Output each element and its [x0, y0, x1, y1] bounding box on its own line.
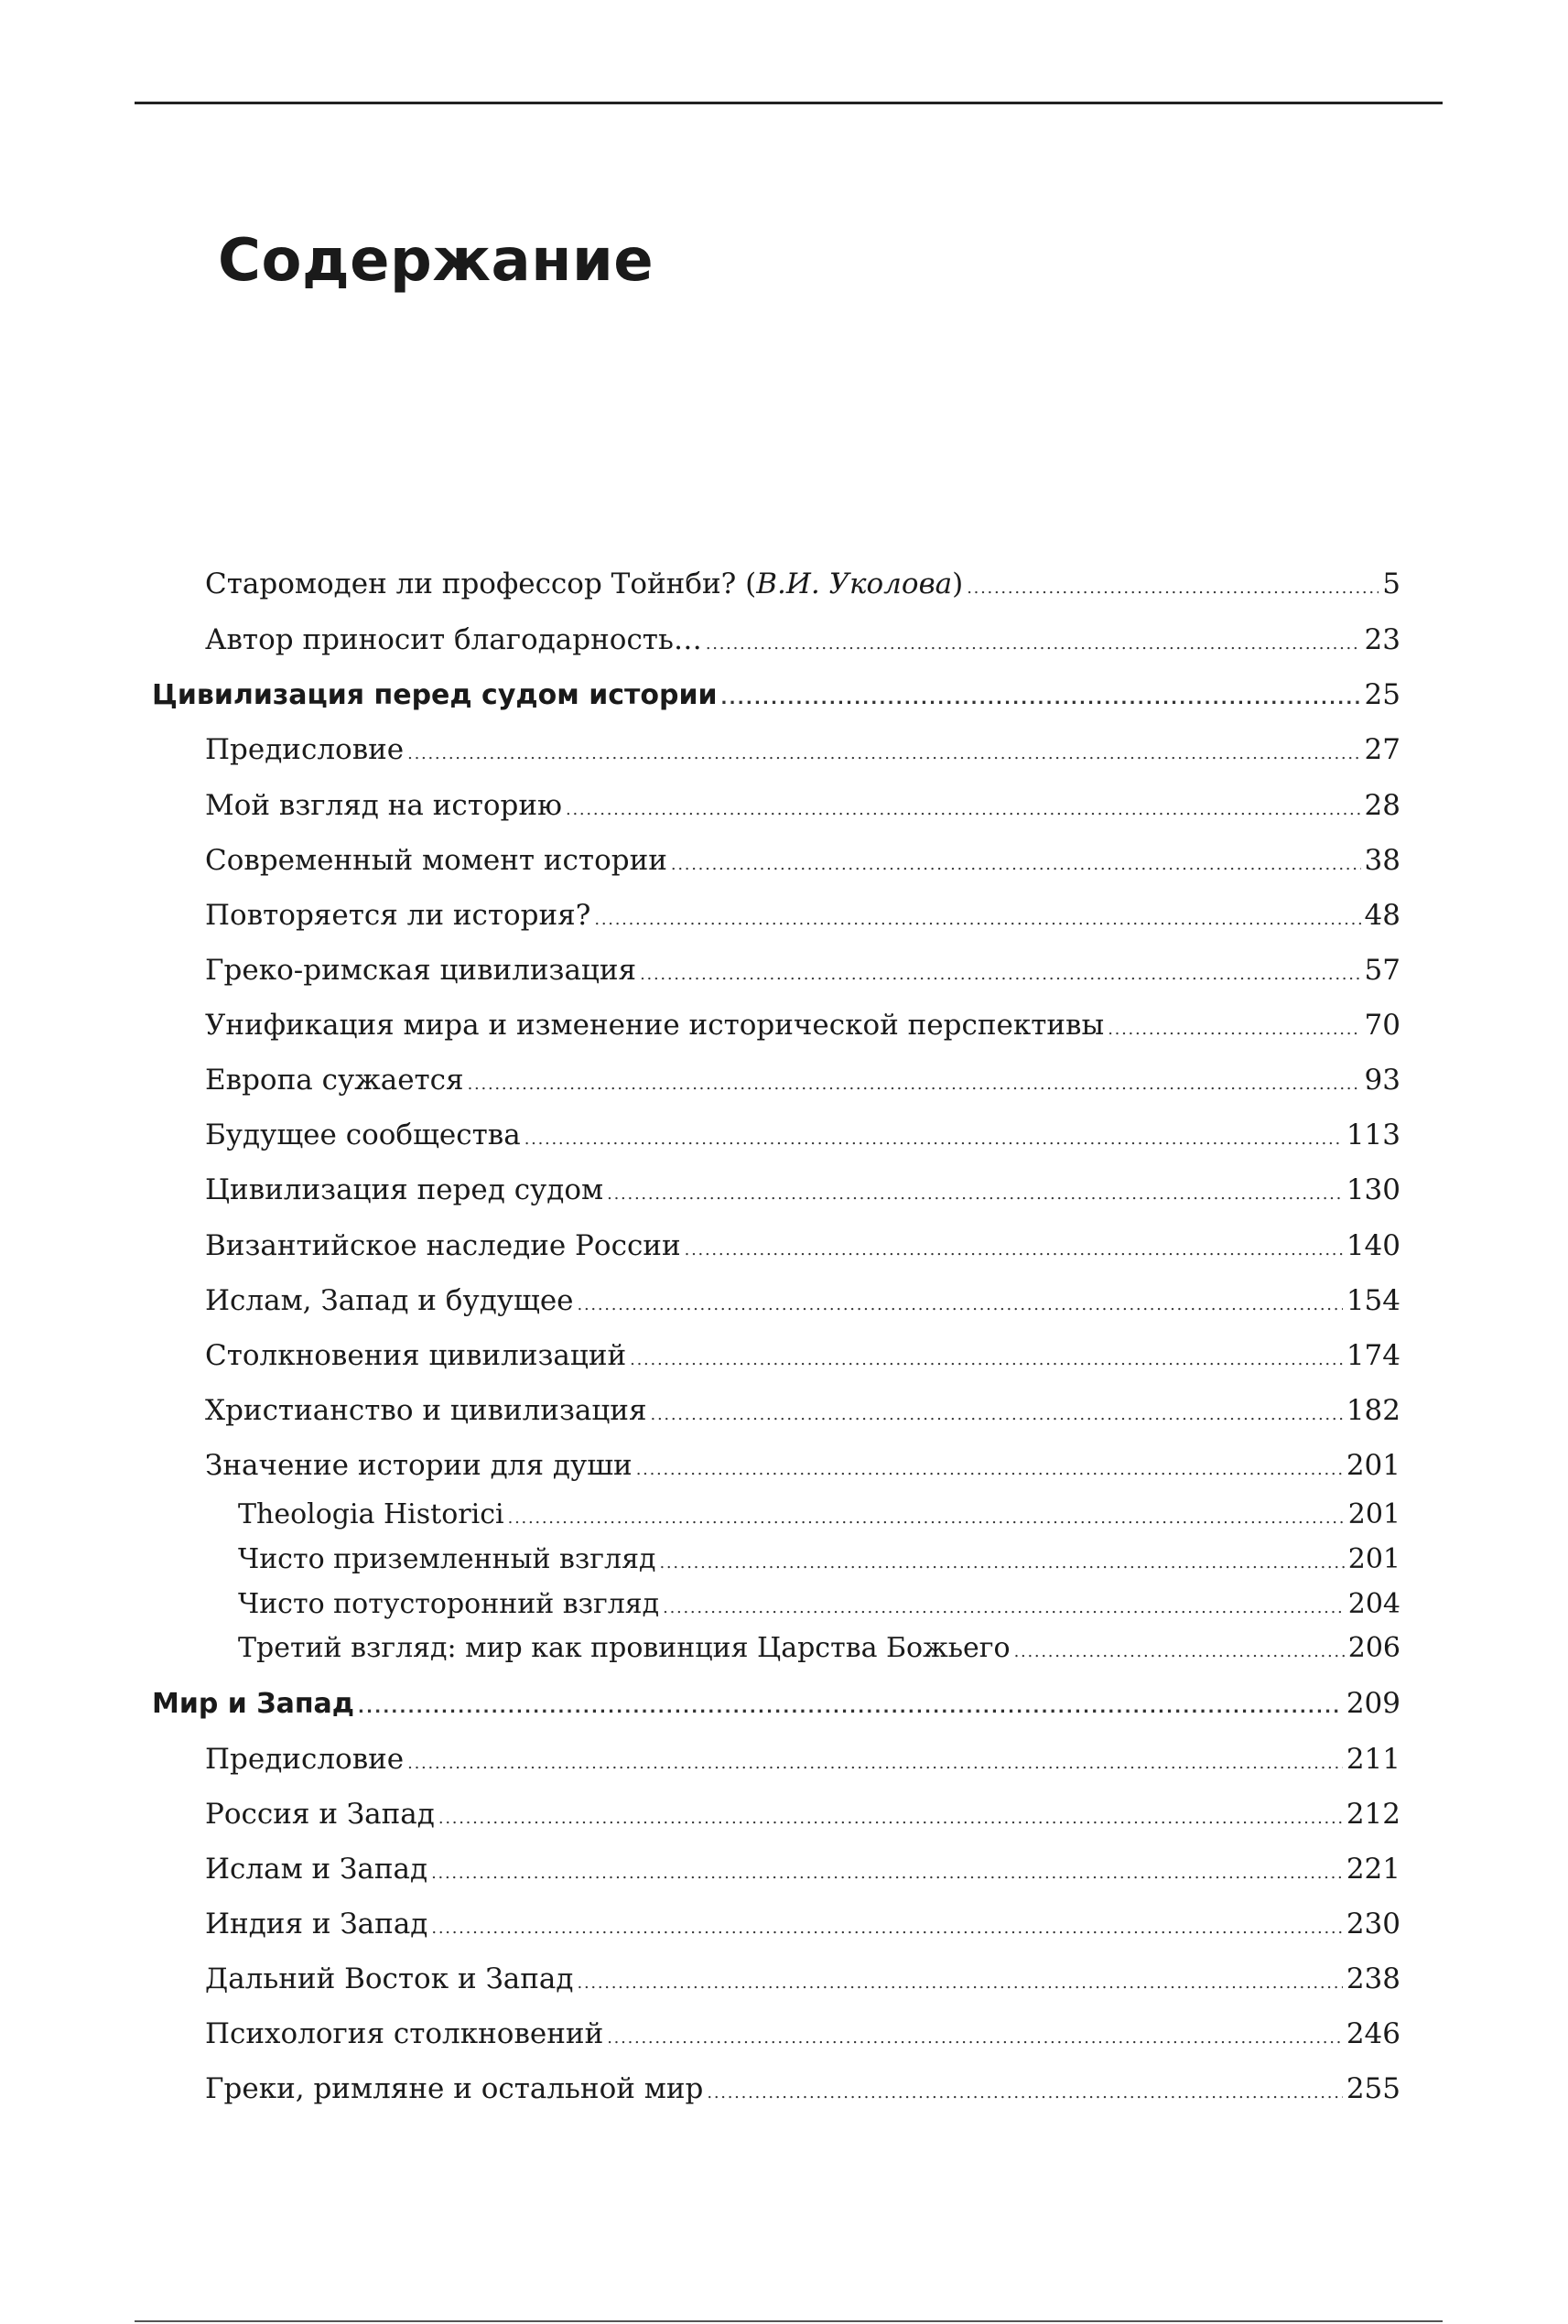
dot-leader	[607, 1173, 1343, 1206]
toc-entry[interactable]	[205, 2072, 1400, 2105]
toc-entry[interactable]	[205, 1962, 1400, 1995]
dot-leader	[508, 1498, 1345, 1530]
toc-entry-label: Греко-римская цивилизация	[205, 954, 637, 987]
top-rule	[135, 102, 1443, 104]
dot-leader	[468, 1064, 1361, 1097]
toc-entry-label: Цивилизация перед судом истории	[152, 679, 718, 711]
toc-entry[interactable]	[205, 1119, 1400, 1151]
toc-entry-label: Цивилизация перед судом	[205, 1173, 604, 1206]
toc-page-number: 140	[1346, 1229, 1400, 1262]
toc-page-number: 206	[1347, 1632, 1400, 1664]
toc-page-number: 212	[1346, 1798, 1400, 1831]
toc-page-number: 130	[1346, 1173, 1400, 1206]
toc-page-number: 57	[1364, 954, 1400, 987]
toc-page-number: 154	[1346, 1284, 1400, 1317]
dot-leader	[659, 1543, 1344, 1575]
toc-entry-label: Столкновения цивилизаций	[205, 1339, 627, 1372]
toc-entry[interactable]	[205, 1394, 1400, 1427]
toc-entry[interactable]	[205, 2017, 1400, 2050]
dot-leader	[431, 1908, 1342, 1940]
toc-entry[interactable]	[205, 844, 1400, 877]
toc-page-number: 246	[1346, 2017, 1400, 2050]
toc-entry-label: Мой взгляд на историю	[205, 789, 563, 822]
toc-entry-label: Старомоден ли профессор Тойнби? (В.И. Уколова)	[205, 567, 964, 600]
dot-leader	[594, 899, 1360, 932]
toc-entry-label: Предисловие	[205, 733, 405, 766]
dot-leader	[578, 1962, 1343, 1995]
dot-leader	[431, 1853, 1343, 1886]
toc-entry-label: Византийское наследие России	[205, 1229, 681, 1262]
dot-leader	[636, 1449, 1343, 1482]
dot-leader	[1108, 1009, 1360, 1042]
toc-entry[interactable]	[205, 1798, 1400, 1831]
toc-section-heading[interactable]	[152, 1687, 1400, 1720]
toc-entry[interactable]	[205, 1449, 1400, 1482]
toc-page-number: 93	[1364, 1064, 1400, 1097]
dot-leader	[630, 1339, 1343, 1372]
toc-entry-label: Греки, римляне и остальной мир	[205, 2072, 704, 2105]
toc-entry-label: Автор приносит благодарность…	[205, 623, 702, 656]
dot-leader	[640, 954, 1360, 987]
toc-entry-label: Дальний Восток и Запад	[205, 1962, 574, 1995]
toc-page-number: 27	[1364, 733, 1400, 766]
toc-entry[interactable]	[205, 1009, 1400, 1042]
dot-leader	[706, 623, 1361, 656]
toc-entry-label: Россия и Запад	[205, 1798, 435, 1831]
dot-leader	[721, 678, 1361, 711]
toc-entry-label: Христианство и цивилизация	[205, 1394, 647, 1427]
toc-entry[interactable]	[205, 899, 1400, 932]
toc-page-number: 174	[1346, 1339, 1400, 1372]
dot-leader	[707, 2072, 1342, 2105]
dot-leader	[651, 1394, 1343, 1427]
toc-entry[interactable]	[205, 789, 1400, 822]
toc-entry-label: Психология столкновений	[205, 2017, 604, 2050]
dot-leader	[607, 2017, 1343, 2050]
toc-page-number: 255	[1346, 2072, 1400, 2105]
dot-leader	[967, 567, 1379, 600]
toc-page-number: 230	[1346, 1908, 1400, 1940]
toc-entry-label: Индия и Запад	[205, 1908, 428, 1940]
toc-entry[interactable]	[205, 567, 1400, 600]
toc-entry[interactable]	[205, 1284, 1400, 1317]
toc-subentry[interactable]	[238, 1588, 1400, 1620]
toc-entry[interactable]	[205, 954, 1400, 987]
toc-section-heading[interactable]	[152, 678, 1400, 711]
toc-entry[interactable]	[205, 1743, 1400, 1776]
dot-leader	[578, 1284, 1343, 1317]
toc-entry[interactable]	[205, 1173, 1400, 1206]
toc-entry-label: Theologia Historici	[238, 1498, 504, 1530]
toc-entry-label: Ислам и Запад	[205, 1853, 428, 1886]
toc-page-number: 113	[1346, 1119, 1400, 1151]
toc-entry[interactable]	[205, 1339, 1400, 1372]
toc-entry[interactable]	[205, 623, 1400, 656]
toc-entry[interactable]	[205, 733, 1400, 766]
toc-entry-label: Современный момент истории	[205, 844, 667, 877]
toc-page-number: 5	[1382, 567, 1400, 600]
toc-entry-label: Значение истории для души	[205, 1449, 633, 1482]
dot-leader	[1014, 1632, 1345, 1664]
toc-page-number: 38	[1364, 844, 1400, 877]
toc-page-number: 221	[1346, 1853, 1400, 1886]
dot-leader	[524, 1119, 1343, 1151]
dot-leader	[358, 1687, 1343, 1720]
toc-entry-label: Предисловие	[205, 1743, 405, 1776]
toc-entry[interactable]	[205, 1229, 1400, 1262]
toc-subentry[interactable]	[238, 1543, 1400, 1575]
toc-entry-label: Повторяется ли история?	[205, 899, 591, 932]
toc-entry-label: Третий взгляд: мир как провинция Царства Божьего	[238, 1632, 1011, 1664]
toc-page-number: 48	[1364, 899, 1400, 932]
toc-entry-label: Чисто приземленный взгляд	[238, 1543, 656, 1575]
toc-page-number: 201	[1346, 1449, 1400, 1482]
toc-subentry[interactable]	[238, 1498, 1400, 1530]
toc-entry-label: Чисто потусторонний взгляд	[238, 1588, 660, 1620]
toc-page-number: 201	[1347, 1498, 1400, 1530]
toc-entry-label: Европа сужается	[205, 1064, 464, 1097]
toc-page-number: 204	[1347, 1588, 1400, 1620]
dot-leader	[685, 1229, 1343, 1262]
toc-page-number: 201	[1347, 1543, 1400, 1575]
toc-page-number: 70	[1364, 1009, 1400, 1042]
toc-page-number: 25	[1364, 678, 1400, 711]
toc-page-number: 238	[1346, 1962, 1400, 1995]
dot-leader	[566, 789, 1361, 822]
bottom-rule	[135, 2320, 1443, 2322]
toc-page-number: 182	[1346, 1394, 1400, 1427]
toc-entry[interactable]	[205, 1853, 1400, 1886]
toc-entry[interactable]	[205, 1908, 1400, 1940]
dot-leader	[407, 733, 1360, 766]
dot-leader	[407, 1743, 1343, 1776]
toc-entry-label: Ислам, Запад и будущее	[205, 1284, 574, 1317]
dot-leader	[671, 844, 1361, 877]
toc-entry-label: Унификация мира и изменение исторической перспективы	[205, 1009, 1105, 1042]
dot-leader	[438, 1798, 1343, 1831]
toc-page-number: 211	[1346, 1743, 1400, 1776]
page-title: Содержание	[218, 227, 654, 295]
dot-leader	[663, 1588, 1345, 1620]
toc-entry[interactable]	[205, 1064, 1400, 1097]
toc-page-number: 28	[1364, 789, 1400, 822]
toc-entry-label: Мир и Запад	[152, 1688, 355, 1720]
toc-page-number: 23	[1364, 623, 1400, 656]
toc-page-number: 209	[1346, 1687, 1400, 1720]
toc-subentry[interactable]	[238, 1632, 1400, 1664]
toc-entry-label: Будущее сообщества	[205, 1119, 521, 1151]
